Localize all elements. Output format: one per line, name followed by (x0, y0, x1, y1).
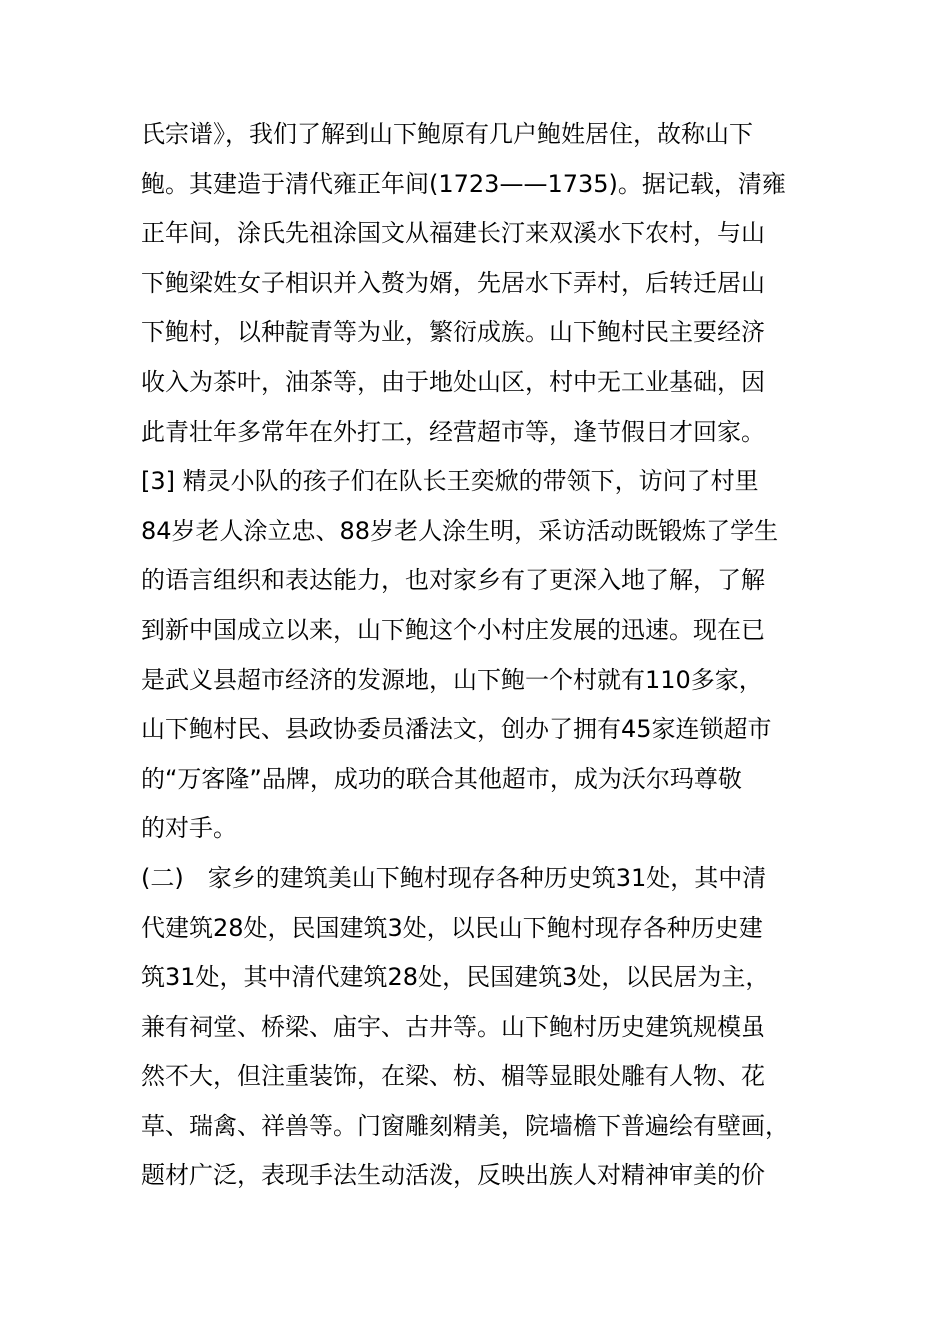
text-line: 正年间，涂氏先祖涂国文从福建长汀来双溪水下农村，与山 (141, 219, 765, 248)
text-line: 兼有祠堂、桥梁、庙宇、古井等。山下鲍村历史建筑规模虽 (141, 1012, 765, 1041)
text-line: 下鲍村，以种靛青等为业，繁衍成族。山下鲍村民主要经济 (141, 318, 765, 347)
text-line: 下鲍梁姓女子相识并入赘为婿，先居水下弄村，后转迁居山 (141, 268, 765, 297)
text-line: 然不大，但注重装饰，在梁、枋、楣等显眼处雕有人物、花 (141, 1062, 765, 1091)
text-line: 收入为茶叶，油茶等，由于地处山区，村中无工业基础，因 (141, 367, 765, 396)
text-line: 代建筑28处，民国建筑3处，以民山下鲍村现存各种历史建 (141, 913, 763, 942)
text-line: 到新中国成立以来，山下鲍这个小村庄发展的迅速。现在已 (141, 615, 765, 644)
text-line: [3] 精灵小队的孩子们在队长王奕焮的带领下，访问了村里 (141, 467, 759, 496)
text-line: 山下鲍村民、县政协委员潘法文，创办了拥有45家连锁超市 (141, 715, 772, 744)
text-line: 的“万客隆”品牌，成功的联合其他超市，成为沃尔玛尊敬 (141, 764, 742, 793)
text-line: 氏宗谱》，我们了解到山下鲍原有几户鲍姓居住，故称山下 (141, 120, 753, 148)
text-line: 84岁老人涂立忠、88岁老人涂生明，采访活动既锻炼了学生 (141, 516, 779, 545)
text-line: 草、瑞禽、祥兽等。门窗雕刻精美，院墙檐下普遍绘有壁画， (141, 1111, 789, 1140)
text-line: 鲍。其建造于清代雍正年间(1723——1735)。据记载，清雍 (141, 169, 786, 198)
text-line: 是武义县超市经济的发源地，山下鲍一个村就有110多家， (141, 665, 763, 694)
text-line: 筑31处，其中清代建筑28处，民国建筑3处，以民居为主， (141, 963, 770, 992)
text-line: (二) 家乡的建筑美山下鲍村现存各种历史筑31处，其中清 (141, 863, 767, 892)
text-line: 的对手。 (141, 814, 237, 843)
text-line: 的语言组织和表达能力，也对家乡有了更深入地了解，了解 (141, 566, 765, 595)
text-line: 题材广泛，表现手法生动活泼，反映出族人对精神审美的价 (141, 1161, 765, 1190)
body-text (141, 110, 831, 1201)
text-line: 此青壮年多常年在外打工，经营超市等，逢节假日才回家。 (141, 417, 765, 446)
